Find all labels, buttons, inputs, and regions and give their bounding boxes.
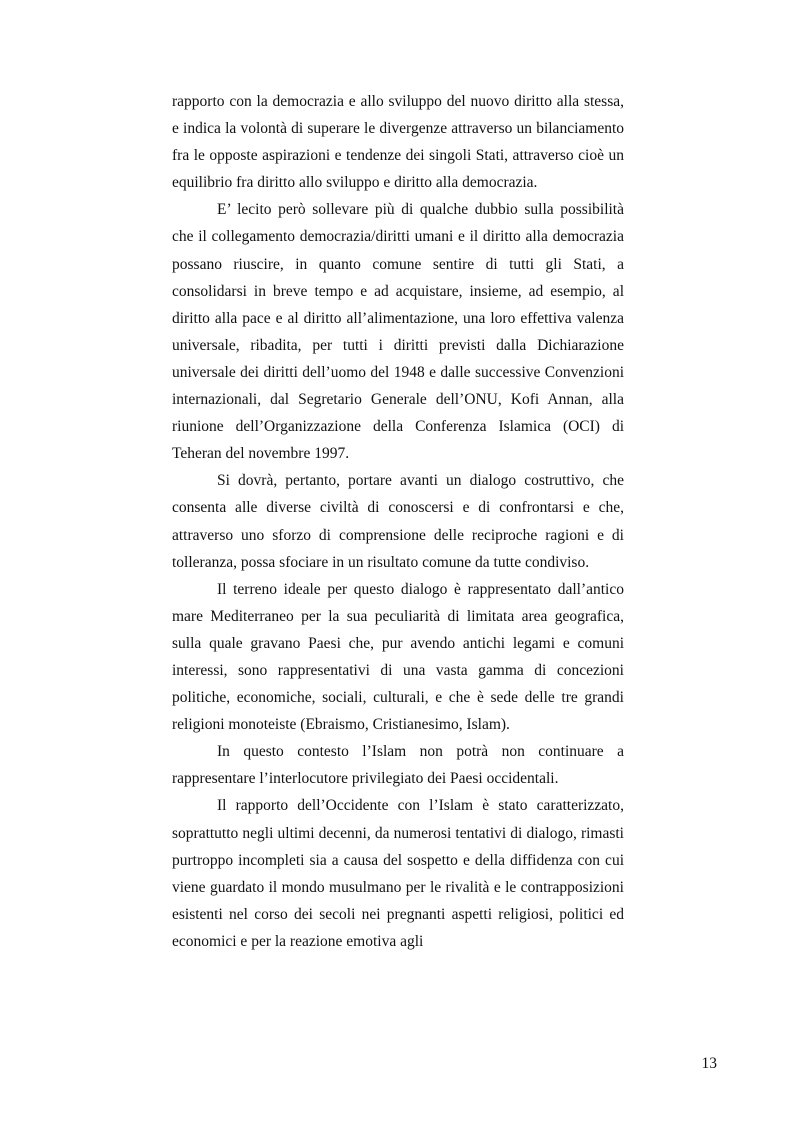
page-number: 13 [701, 1055, 717, 1072]
body-text [172, 88, 624, 955]
paragraph-5: In questo contesto l’Islam non potrà non continuare a rappresentare l’interlocutore privilegiato dei Paesi occidentali. [172, 743, 624, 788]
paragraph-6: Il rapporto dell’Occidente con l’Islam è stato caratterizzato, soprattutto negli ultimi decenni, da numerosi tentativi di dialogo, rimasti purtroppo incompleti sia a causa del sospetto e della diffidenza con cui viene guardato il mondo musulmano per le rivalità e le contrapposizioni esistenti nel corso dei secoli nei pregnanti aspetti religiosi, politici ed economici e per la reazione emotiva agli [172, 797, 624, 950]
paragraph-4: Il terreno ideale per questo dialogo è rappresentato dall’antico mare Mediterraneo per la sua peculiarità di limitata area geografica, sulla quale gravano Paesi che, pur avendo antichi legami e comuni interessi, sono rappresentativi di una vasta gamma di concezioni politiche, economiche, sociali, culturali, e che è sede delle tre grandi religioni monoteiste (Ebraismo, Cristianesimo, Islam). [172, 580, 624, 734]
paragraph-1: rapporto con la democrazia e allo sviluppo del nuovo diritto alla stessa, e indica la volontà di superare le divergenze attraverso un bilanciamento fra le opposte aspirazioni e tendenze dei singoli Stati, attraverso cioè un equilibrio fra diritto allo sviluppo e diritto alla democrazia. [172, 93, 624, 192]
paragraph-2: E’ lecito però sollevare più di qualche dubbio sulla possibilità che il collegamento democrazia/diritti umani e il diritto alla democrazia possano riuscire, in quanto comune sentire di tutti gli Stati, a consolidarsi in breve tempo e ad acquistare, insieme, ad esempio, al diritto alla pace e al diritto all’alimentazione, una loro effettiva valenza universale, ribadita, per tutti i diritti previsti dalla Dichiarazione universale dei diritti dell’uomo del 1948 e dalle successive Convenzioni internazionali, dal Segretario Generale dell’ONU, Kofi Annan, alla riunione dell’Organizzazione della Conferenza Islamica (OCI) di Teheran del novembre 1997. [172, 201, 624, 463]
paragraph-3: Si dovrà, pertanto, portare avanti un dialogo costruttivo, che consenta alle diverse civiltà di conoscersi e di confrontarsi e che, attraverso uno sforzo di comprensione delle reciproche ragioni e di tolleranza, possa sfociare in un risultato comune da tutte condiviso. [172, 472, 624, 571]
